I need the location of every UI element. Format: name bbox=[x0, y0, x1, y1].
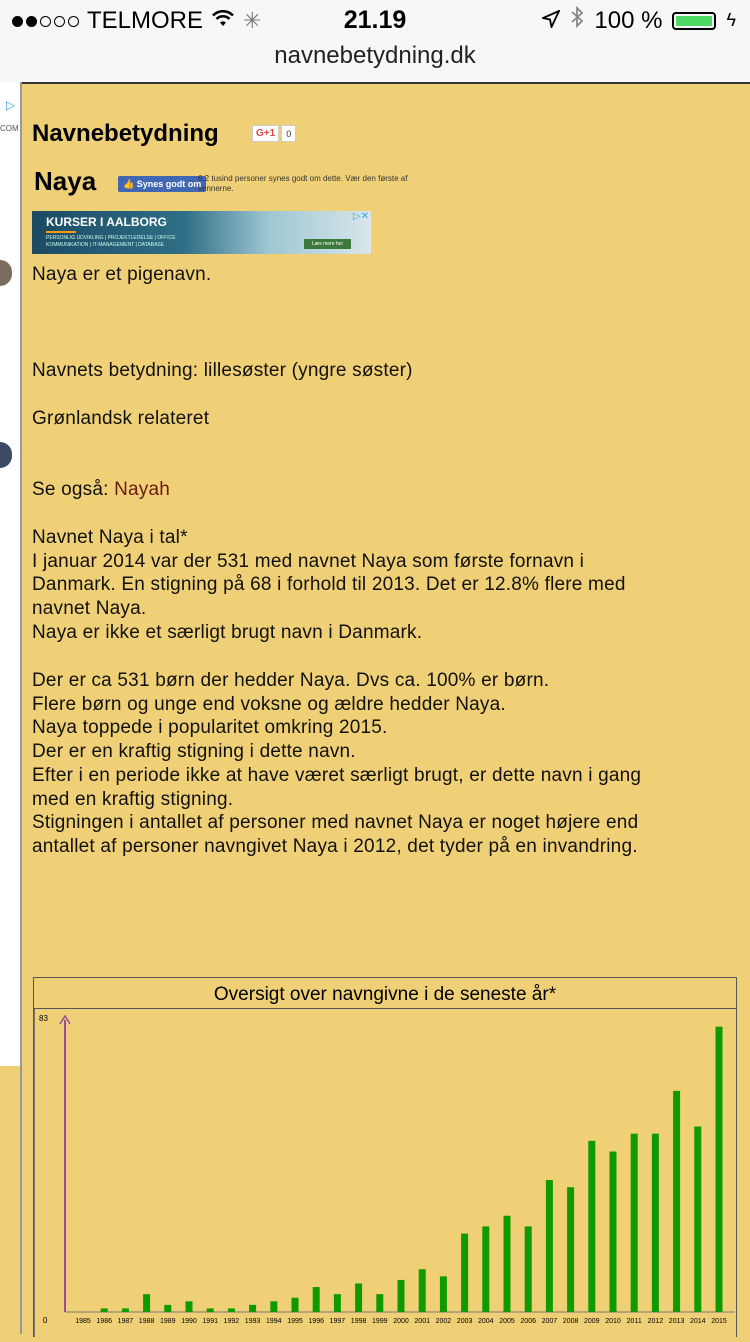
x-tick-label: 1986 bbox=[96, 1318, 112, 1325]
x-tick-label: 2003 bbox=[456, 1318, 473, 1325]
x-tick-label: 1988 bbox=[138, 1318, 155, 1325]
x-tick-label: 2012 bbox=[647, 1318, 664, 1325]
bar bbox=[398, 1280, 405, 1312]
x-tick-label: 1993 bbox=[244, 1318, 261, 1325]
x-tick-label: 2011 bbox=[626, 1318, 642, 1325]
ad-image-fragment bbox=[0, 442, 12, 468]
x-tick-label: 2002 bbox=[435, 1318, 452, 1325]
bar bbox=[673, 1091, 680, 1312]
x-tick-label: 2009 bbox=[584, 1318, 600, 1325]
see-also-label: Se også: bbox=[32, 479, 115, 500]
facebook-like-label: Synes godt om bbox=[136, 179, 202, 189]
x-tick-label: 1991 bbox=[202, 1318, 218, 1325]
page-title: Naya bbox=[34, 166, 97, 196]
bar bbox=[228, 1308, 235, 1312]
x-tick-label: 2010 bbox=[605, 1318, 621, 1325]
x-tick-label: 1987 bbox=[117, 1318, 134, 1325]
bar bbox=[567, 1187, 574, 1312]
stats-line: Naya er ikke et særligt brugt navn i Danmark. bbox=[32, 621, 423, 643]
site-title[interactable]: Navnebetydning bbox=[32, 120, 219, 147]
stats-line: Der er en kraftig stigning i dette navn. bbox=[32, 741, 356, 763]
ad-title: KURSER I AALBORG bbox=[46, 215, 167, 229]
see-also bbox=[32, 478, 170, 502]
left-margin bbox=[0, 1066, 22, 1334]
x-tick-label: 1990 bbox=[181, 1318, 197, 1325]
status-right bbox=[542, 6, 736, 35]
x-tick-label: 2001 bbox=[414, 1318, 430, 1325]
y-max-label: 83 bbox=[39, 1014, 48, 1023]
bluetooth-icon bbox=[570, 6, 584, 35]
x-tick-label: 2000 bbox=[393, 1318, 409, 1325]
stats-paragraph-2 bbox=[32, 669, 641, 859]
bar bbox=[186, 1301, 193, 1312]
origin-line: Grønlandsk relateret bbox=[32, 408, 210, 429]
x-tick-label: 1994 bbox=[266, 1318, 282, 1325]
bar bbox=[122, 1308, 129, 1312]
facebook-like-button[interactable] bbox=[118, 176, 206, 192]
battery-icon bbox=[672, 12, 716, 30]
x-tick-label: 2005 bbox=[499, 1318, 515, 1325]
stats-line: navnet Naya. bbox=[32, 598, 147, 620]
gplus-count: 0 bbox=[281, 125, 296, 142]
charging-icon: ϟ bbox=[726, 10, 736, 30]
ad-fragment: COM bbox=[0, 124, 19, 133]
x-tick-label: 1999 bbox=[372, 1318, 388, 1325]
bar bbox=[631, 1134, 638, 1312]
stats-line: med en kraftig stigning. bbox=[32, 788, 234, 810]
x-tick-label: 2006 bbox=[520, 1318, 536, 1325]
names-chart bbox=[33, 977, 737, 1337]
bar bbox=[694, 1127, 701, 1312]
bar bbox=[292, 1298, 299, 1312]
thumbs-up-icon: 👍 bbox=[123, 179, 135, 189]
bar bbox=[249, 1305, 256, 1312]
stats-line: Naya toppede i popularitet omkring 2015. bbox=[32, 717, 388, 739]
ad-image-fragment bbox=[0, 260, 12, 286]
bar bbox=[588, 1141, 595, 1312]
stats-line: Navnet Naya i tal* bbox=[32, 527, 188, 548]
clock: 21.19 bbox=[343, 6, 407, 34]
bar bbox=[546, 1180, 553, 1312]
stats-line: Danmark. En stigning på 68 i forhold til 2013. Det er 12.8% flere med bbox=[32, 574, 626, 596]
bar bbox=[101, 1308, 108, 1312]
stats-line: I januar 2014 var der 531 med navnet Naya som første fornavn i bbox=[32, 550, 585, 572]
meaning-line: Navnets betydning: lillesøster (yngre søster) bbox=[32, 360, 413, 381]
carrier-name: TELMORE bbox=[87, 7, 204, 34]
x-tick-label: 2013 bbox=[668, 1318, 685, 1325]
bar bbox=[504, 1216, 511, 1312]
x-tick-label: 1985 bbox=[75, 1318, 91, 1325]
x-tick-label: 2014 bbox=[690, 1318, 706, 1325]
x-tick-label: 1989 bbox=[160, 1318, 176, 1325]
bar bbox=[355, 1283, 362, 1312]
ad-accent-line bbox=[46, 231, 76, 233]
adchoices-icon[interactable]: ▷ bbox=[6, 98, 16, 112]
x-tick-label: 2008 bbox=[562, 1318, 579, 1325]
x-tick-label: 2007 bbox=[541, 1318, 558, 1325]
left-ad-frame[interactable] bbox=[0, 82, 22, 1066]
bar bbox=[270, 1301, 277, 1312]
ad-cta-button[interactable]: Læs mere her bbox=[304, 239, 351, 249]
y-min-label: 0 bbox=[43, 1316, 48, 1325]
gplus-widget[interactable] bbox=[252, 125, 296, 142]
bar bbox=[143, 1294, 150, 1312]
bar bbox=[440, 1276, 447, 1312]
location-arrow-icon bbox=[542, 7, 560, 35]
bar bbox=[313, 1287, 320, 1312]
status-bar bbox=[0, 0, 750, 40]
chart-area bbox=[34, 1009, 737, 1337]
x-tick-label: 1998 bbox=[350, 1318, 367, 1325]
stats-paragraph-1 bbox=[32, 526, 626, 645]
bar bbox=[164, 1305, 171, 1312]
bar bbox=[419, 1269, 426, 1312]
see-also-link[interactable]: Nayah bbox=[114, 479, 170, 500]
stats-line: Efter i en periode ikke at have været særligt brugt, er dette navn i gang bbox=[32, 764, 642, 786]
ad-close-icon[interactable]: ▷✕ bbox=[352, 211, 369, 222]
url-text[interactable]: navnebetydning.dk bbox=[274, 42, 476, 69]
address-bar[interactable] bbox=[0, 40, 750, 83]
x-tick-label: 2004 bbox=[478, 1318, 494, 1325]
bar bbox=[334, 1294, 341, 1312]
battery-fill bbox=[676, 16, 712, 26]
facebook-like-text: 6,2 tusind personer synes godt om dette. Vær den første af vennerne. bbox=[198, 174, 408, 193]
bar bbox=[610, 1152, 617, 1312]
bar bbox=[482, 1226, 489, 1312]
gender-line: Naya er et pigenavn. bbox=[32, 264, 212, 285]
stats-line: Stigningen i antallet af personer med navnet Naya er noget højere end bbox=[32, 812, 639, 834]
x-tick-label: 1992 bbox=[223, 1318, 240, 1325]
loading-spinner-icon: ✳ bbox=[243, 8, 262, 33]
bar bbox=[716, 1027, 723, 1312]
chart-title: Oversigt over navngivne i de seneste år* bbox=[213, 984, 557, 1005]
x-tick-label: 1995 bbox=[287, 1318, 303, 1325]
bar bbox=[525, 1226, 532, 1312]
battery-percent: 100 % bbox=[594, 6, 663, 34]
bar bbox=[652, 1134, 659, 1312]
x-tick-label: 1997 bbox=[329, 1318, 346, 1325]
bar bbox=[376, 1294, 383, 1312]
gplus-button[interactable]: G+1 bbox=[252, 125, 279, 142]
ad-subtitle: PERSONLIG UDVIKLING | PROJEKTLEDELSE | OFFICE KOMMUNIKATION | IT-MANAGEMENT | DATABASE bbox=[46, 235, 176, 248]
x-tick-label: 1996 bbox=[308, 1318, 324, 1325]
stats-line: antallet af personer navngivet Naya i 2012, det tyder på en invandring. bbox=[32, 835, 638, 857]
x-tick-label: 2015 bbox=[711, 1318, 727, 1325]
bar-chart bbox=[35, 1009, 737, 1337]
ad-banner[interactable] bbox=[32, 211, 371, 254]
stats-line: Flere børn og unge end voksne og ældre hedder Naya. bbox=[32, 693, 506, 715]
bar bbox=[207, 1308, 214, 1312]
main-content bbox=[22, 82, 750, 1336]
bar bbox=[461, 1234, 468, 1312]
stats-line: Der er ca 531 børn der hedder Naya. Dvs ca. 100% er børn. bbox=[32, 670, 550, 691]
